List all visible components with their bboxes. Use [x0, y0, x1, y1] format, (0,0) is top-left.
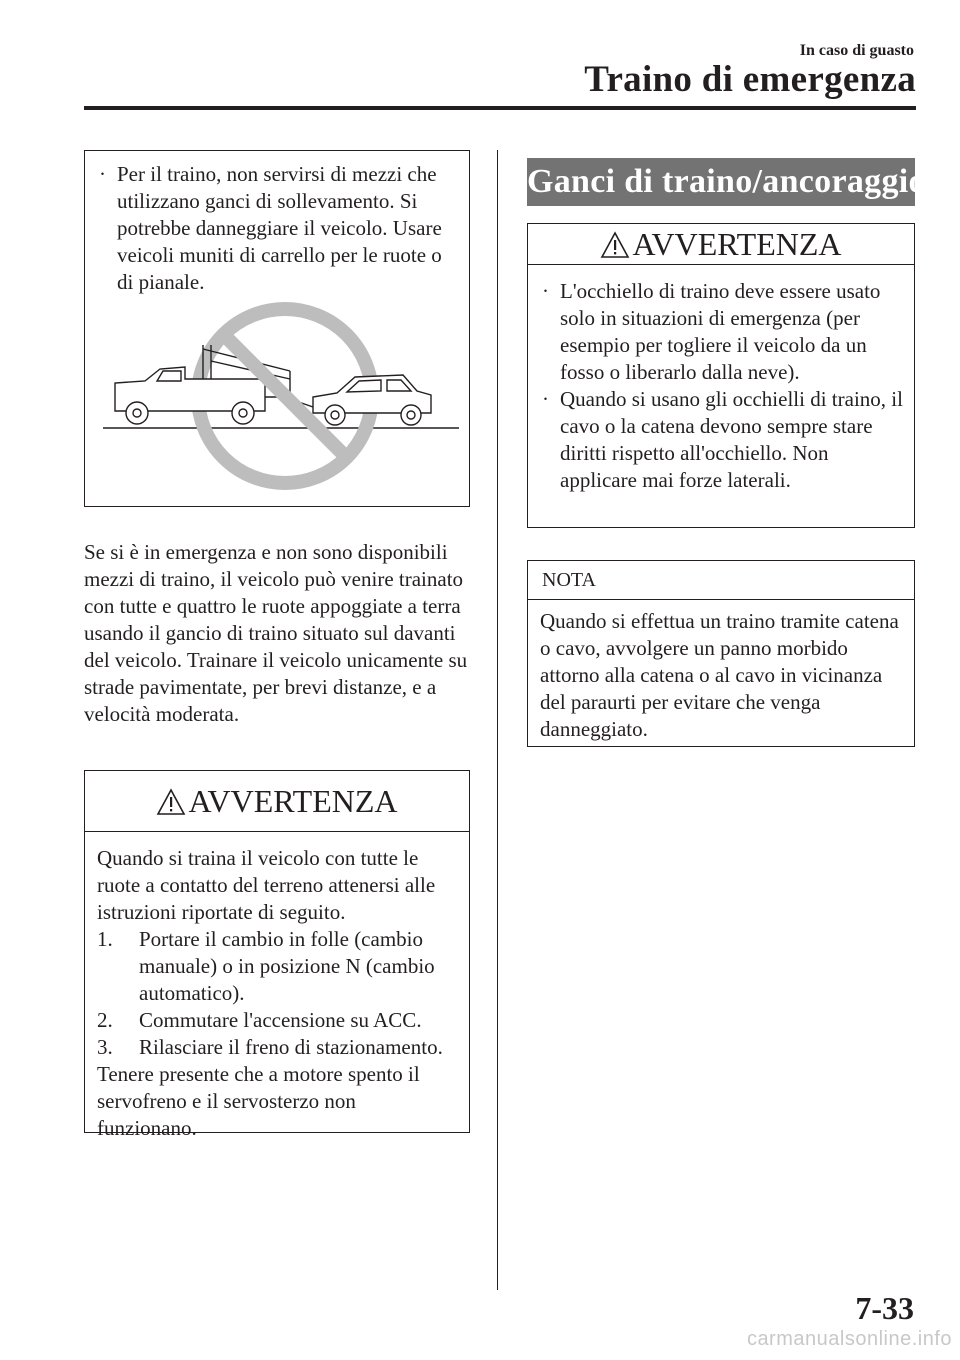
nota-text: Quando si effettua un traino tramite catena o cavo, avvolgere un panno morbido attorno alla catena o al cavo in vicinanza del paraurti per evitare che venga danneggiato. [540, 609, 899, 741]
section-banner: Ganci di traino/ancoraggio [527, 158, 915, 206]
figure-box [84, 150, 470, 507]
warning-bullet-text: Quando si usano gli occhielli di traino, il cavo o la catena devono sempre stare diritti rispetto all'occhiello. Non applicare mai forze laterali. [560, 387, 903, 492]
figure-bullet [85, 161, 461, 296]
header-rule [84, 106, 916, 110]
page-number: 7-33 [855, 1290, 914, 1326]
step-number: 3. [97, 1035, 113, 1059]
warning-heading [85, 771, 469, 832]
warning-heading-text: AVVERTENZA [188, 783, 398, 819]
nota-box [527, 560, 915, 747]
step-text: Commutare l'accensione su ACC. [139, 1008, 422, 1032]
no-tow-truck-illustration [85, 301, 469, 501]
warning-bullet-text: L'occhiello di traino deve essere usato solo in situazioni di emergenza (per esempio per togliere il veicolo da un fosso o liberarlo dalla neve). [560, 279, 881, 384]
warning-bullet [528, 386, 904, 494]
column-divider [497, 150, 498, 1290]
nota-heading: NOTA [528, 561, 914, 600]
warning-intro: Quando si traina il veicolo con tutte le ruote a contatto del terreno attenersi alle istruzioni riportate di seguito. [97, 846, 436, 924]
warning-step [97, 1007, 457, 1034]
figure-bullet-text: Per il traino, non servirsi di mezzi che utilizzano ganci di sollevamento. Si potrebbe danneggiare il veicolo. Usare veicoli muniti di carrello per le ruote o di pianale. [117, 162, 442, 294]
warning-triangle-icon [156, 788, 186, 816]
warning-heading [528, 224, 914, 265]
warning-box-left [84, 770, 470, 1140]
warning-heading-text: AVVERTENZA [632, 226, 842, 262]
bullet-dot: · [542, 387, 549, 411]
warning-step [97, 1034, 457, 1061]
step-text: Portare il cambio in folle (cambio manuale) o in posizione N (cambio automatico). [139, 927, 435, 1005]
bullet-dot: · [99, 162, 106, 186]
watermark: carmanualsonline.info [746, 1328, 952, 1350]
page-title: Traino di emergenza [584, 59, 916, 100]
warning-bullet [528, 278, 904, 386]
warning-step [97, 926, 457, 1007]
step-text: Rilasciare il freno di stazionamento. [139, 1035, 443, 1059]
intro-paragraph: Se si è in emergenza e non sono disponibili mezzi di traino, il veicolo può venire trainato con tutte e quattro le ruote appoggiate a terra usando il gancio di traino situato sul davanti del veicolo. Trainare il veicolo unicamente su strade pavimentate, per brevi distanze, e a velocità moderata. [84, 540, 468, 726]
warning-box-right [527, 223, 915, 528]
warning-triangle-icon [600, 231, 630, 259]
bullet-dot: · [542, 279, 549, 303]
step-number: 1. [97, 927, 113, 951]
chapter-label: In caso di guasto [799, 42, 914, 59]
step-number: 2. [97, 1008, 113, 1032]
warning-outro: Tenere presente che a motore spento il servofreno e il servosterzo non funzionano. [97, 1062, 420, 1140]
